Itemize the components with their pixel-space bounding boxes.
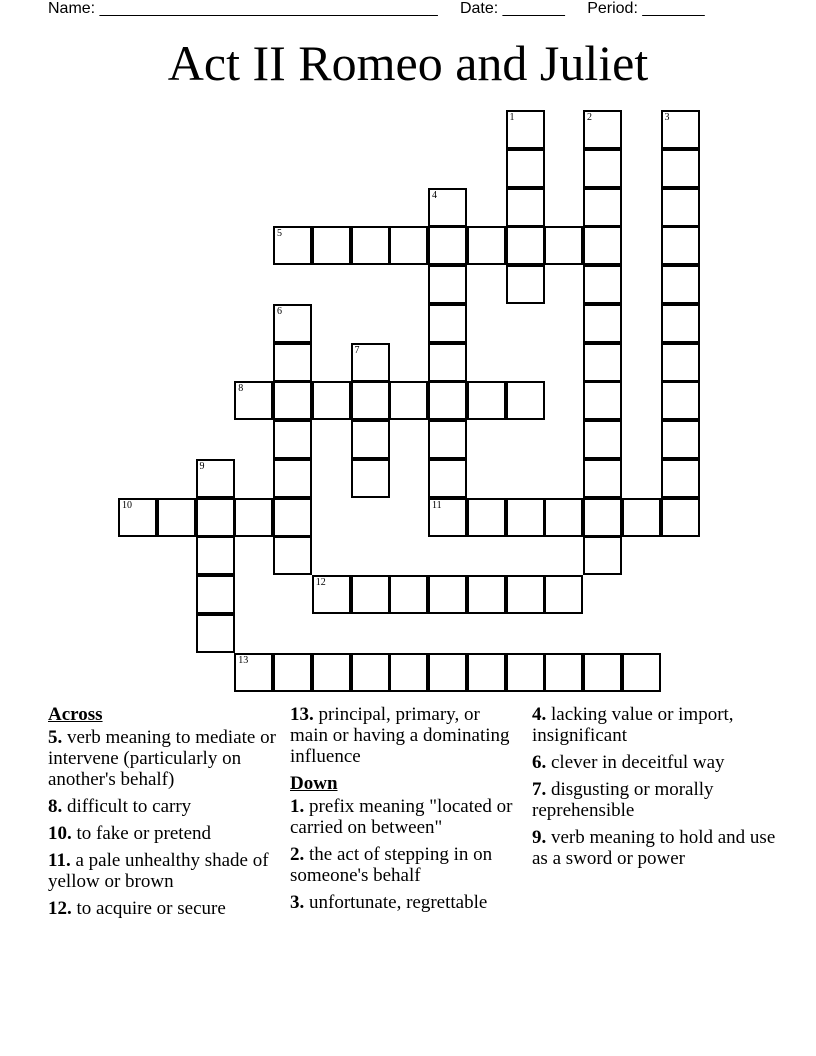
clue-number-label: 7: [354, 344, 360, 356]
clue-number-label: 3: [664, 112, 670, 123]
crossword-cell[interactable]: [273, 226, 312, 265]
clues-column-2: [290, 704, 520, 919]
clue-across-8: [48, 796, 276, 817]
crossword-cell[interactable]: [428, 226, 467, 265]
clue-number-label: 5: [277, 228, 282, 240]
crossword-cell[interactable]: [428, 420, 467, 459]
clue-text: unfortunate, regrettable: [309, 892, 488, 913]
crossword-cell[interactable]: [428, 188, 467, 227]
crossword-cell[interactable]: [351, 381, 390, 420]
crossword-cell[interactable]: [506, 226, 545, 265]
clue-down-2: [290, 844, 520, 886]
crossword-cell[interactable]: [583, 265, 622, 304]
clue-number: 10.: [48, 823, 72, 844]
clue-across-11: [48, 850, 276, 892]
crossword-cell[interactable]: [583, 188, 622, 227]
crossword-cell[interactable]: [312, 381, 351, 420]
crossword-cell[interactable]: [351, 459, 390, 498]
crossword-cell[interactable]: [506, 498, 545, 537]
crossword-cell[interactable]: [583, 110, 622, 149]
crossword-cell[interactable]: [389, 575, 428, 614]
crossword-cell[interactable]: [273, 653, 312, 692]
clue-number-label: 9: [199, 460, 205, 472]
clue-number: 7.: [532, 779, 547, 800]
crossword-cell[interactable]: [661, 110, 700, 149]
clue-number-label: 12: [315, 577, 326, 588]
crossword-cell[interactable]: [351, 575, 390, 614]
crossword-cell[interactable]: [273, 304, 312, 343]
crossword-cell[interactable]: [544, 498, 583, 537]
crossword-cell[interactable]: [583, 381, 622, 420]
down-heading: Down: [290, 773, 338, 794]
crossword-cell[interactable]: [428, 575, 467, 614]
crossword-cell[interactable]: [428, 343, 467, 382]
crossword-cell[interactable]: [467, 653, 506, 692]
clue-number-label: 4: [432, 189, 437, 201]
crossword-cell[interactable]: [389, 653, 428, 692]
crossword-cell[interactable]: [428, 653, 467, 692]
period-label: Period:: [587, 0, 638, 17]
clue-number: 8.: [48, 796, 63, 817]
clue-number-label: 2: [587, 112, 592, 123]
clue-number: 4.: [532, 704, 547, 725]
crossword-cell[interactable]: [661, 343, 700, 382]
date-label: Date:: [459, 0, 499, 17]
crossword-cell[interactable]: [622, 653, 661, 692]
crossword-cell[interactable]: [389, 226, 428, 265]
crossword-cell[interactable]: [661, 188, 700, 227]
crossword-cell[interactable]: [428, 265, 467, 304]
date-blank[interactable]: _______: [502, 0, 565, 17]
clues-column-1: [48, 704, 276, 925]
crossword-cell[interactable]: [506, 381, 545, 420]
crossword-cell[interactable]: [661, 420, 700, 459]
clue-number: 12.: [48, 898, 72, 919]
clue-number: 1.: [290, 796, 305, 817]
crossword-cell[interactable]: [234, 653, 273, 692]
clue-number: 9.: [532, 827, 547, 848]
crossword-cell[interactable]: [196, 459, 235, 498]
crossword-cell[interactable]: [234, 498, 273, 537]
crossword-cell[interactable]: [544, 575, 583, 614]
clue-down-3: [290, 892, 520, 913]
crossword-cell[interactable]: [312, 226, 351, 265]
clue-down-6: [532, 752, 782, 773]
crossword-cell[interactable]: [661, 149, 700, 188]
crossword-cell[interactable]: [583, 459, 622, 498]
clue-number: 13.: [290, 704, 314, 725]
crossword-cell[interactable]: [583, 536, 622, 575]
crossword-cell[interactable]: [583, 498, 622, 537]
crossword-cell[interactable]: [196, 575, 235, 614]
crossword-cell[interactable]: [273, 381, 312, 420]
clue-text: to fake or pretend: [76, 823, 212, 844]
crossword-cell[interactable]: [661, 265, 700, 304]
crossword-cell[interactable]: [196, 614, 235, 653]
clue-down-7: [532, 779, 782, 821]
crossword-cell[interactable]: [196, 498, 235, 537]
crossword-cell[interactable]: [351, 343, 390, 382]
crossword-cell[interactable]: [351, 420, 390, 459]
name-label: Name:: [48, 0, 96, 17]
clue-across-13: [290, 704, 520, 767]
clue-text: the act of stepping in on someone's behalf: [290, 844, 493, 886]
period-blank[interactable]: _______: [642, 0, 705, 17]
clue-number-label: 8: [238, 383, 244, 395]
crossword-cell[interactable]: [467, 498, 506, 537]
crossword-cell[interactable]: [273, 498, 312, 537]
clue-number-label: 10: [122, 499, 132, 511]
crossword-cell[interactable]: [544, 653, 583, 692]
crossword-cell[interactable]: [583, 343, 622, 382]
clue-down-1: [290, 796, 520, 838]
clue-text: a pale unhealthy shade of yellow or brown: [48, 850, 269, 892]
clue-number-label: 1: [509, 112, 515, 123]
clue-across-12: [48, 898, 276, 919]
crossword-cell[interactable]: [506, 265, 545, 304]
crossword-cell[interactable]: [428, 304, 467, 343]
clue-number-label: 11: [432, 499, 442, 511]
crossword-cell[interactable]: [428, 381, 467, 420]
crossword-cell[interactable]: [234, 381, 273, 420]
crossword-cell[interactable]: [661, 381, 700, 420]
crossword-cell[interactable]: [506, 188, 545, 227]
clue-number: 2.: [290, 844, 305, 865]
crossword-cell[interactable]: [583, 304, 622, 343]
clue-text: to acquire or secure: [76, 898, 226, 919]
crossword-cell[interactable]: [312, 653, 351, 692]
crossword-cell[interactable]: [506, 110, 545, 149]
clue-text: clever in deceitful way: [551, 752, 725, 773]
crossword-cell[interactable]: [467, 575, 506, 614]
crossword-cell[interactable]: [583, 653, 622, 692]
crossword-cell[interactable]: [312, 575, 351, 614]
crossword-cell[interactable]: [428, 459, 467, 498]
crossword-cell[interactable]: [467, 381, 506, 420]
crossword-cell[interactable]: [351, 226, 390, 265]
clue-text: prefix meaning "located or carried on between": [290, 796, 513, 838]
clue-number: 5.: [48, 727, 63, 748]
crossword-cell[interactable]: [273, 536, 312, 575]
crossword-cell[interactable]: [428, 498, 467, 537]
clue-text: disgusting or morally reprehensible: [532, 779, 714, 821]
crossword-cell[interactable]: [506, 653, 545, 692]
clue-number: 11.: [48, 850, 71, 871]
clue-text: difficult to carry: [67, 796, 192, 817]
crossword-cell[interactable]: [389, 381, 428, 420]
crossword-cell[interactable]: [583, 226, 622, 265]
crossword-cell[interactable]: [196, 536, 235, 575]
crossword-cell[interactable]: [118, 498, 157, 537]
clue-text: principal, primary, or main or having a dominating influence: [290, 704, 510, 767]
clue-across-5: [48, 727, 276, 790]
crossword-cell[interactable]: [506, 149, 545, 188]
crossword-cell[interactable]: [351, 653, 390, 692]
crossword-cell[interactable]: [544, 226, 583, 265]
crossword-cell[interactable]: [467, 226, 506, 265]
crossword-cell[interactable]: [273, 420, 312, 459]
clue-number: 6.: [532, 752, 547, 773]
crossword-cell[interactable]: [583, 420, 622, 459]
across-heading: Across: [48, 704, 103, 725]
crossword-cell[interactable]: [622, 498, 661, 537]
clue-text: verb meaning to hold and use as a sword or power: [532, 827, 776, 869]
page-title: Act II Romeo and Juliet: [167, 35, 649, 91]
crossword-cell[interactable]: [661, 498, 700, 537]
crossword-cell[interactable]: [661, 459, 700, 498]
crossword-cell[interactable]: [273, 459, 312, 498]
crossword-cell[interactable]: [273, 343, 312, 382]
clue-number-label: 13: [238, 654, 249, 666]
name-blank[interactable]: ______________________________________: [99, 0, 438, 17]
clue-across-10: [48, 823, 276, 844]
clues-column-3: [532, 704, 782, 875]
clue-text: lacking value or import, insignificant: [532, 704, 734, 746]
clue-down-9: [532, 827, 782, 869]
crossword-cell[interactable]: [583, 149, 622, 188]
crossword-cell[interactable]: [661, 304, 700, 343]
crossword-cell[interactable]: [157, 498, 196, 537]
clue-number-label: 6: [277, 305, 282, 317]
clue-number: 3.: [290, 892, 305, 913]
clue-down-4: [532, 704, 782, 746]
clue-text: verb meaning to mediate or intervene (particularly on another's behalf): [48, 727, 276, 790]
crossword-cell[interactable]: [506, 575, 545, 614]
crossword-cell[interactable]: [661, 226, 700, 265]
